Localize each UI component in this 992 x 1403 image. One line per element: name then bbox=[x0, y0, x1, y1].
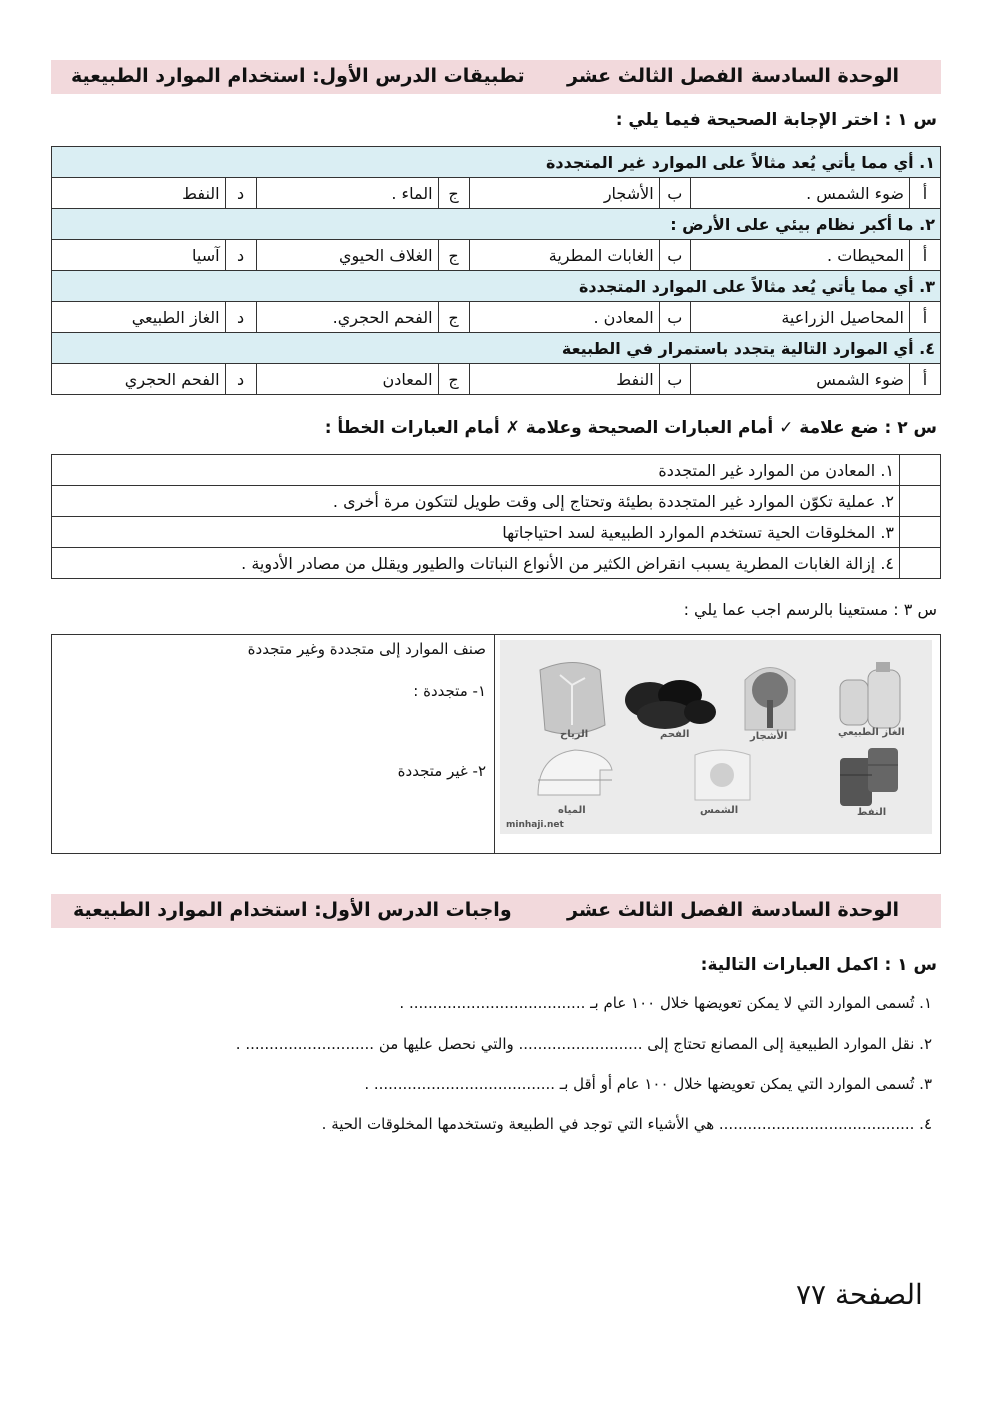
label-oil: النفط bbox=[857, 807, 887, 818]
gas-icon bbox=[840, 662, 900, 728]
label-coal: الفحم bbox=[660, 729, 690, 740]
option-text[interactable]: الغلاف الحيوي bbox=[256, 240, 438, 271]
label-gas: الغاز الطبيعي bbox=[838, 727, 905, 738]
option-letter: ج bbox=[438, 240, 469, 271]
wind-icon bbox=[540, 663, 605, 735]
lesson-title-2: واجبات الدرس الأول: استخدام الموارد الطبيعية bbox=[73, 899, 512, 921]
chapter-title: الفصل الثالث عشر bbox=[567, 65, 744, 87]
option-letter: أ bbox=[910, 364, 941, 395]
option-text[interactable]: الفحم الحجري bbox=[52, 364, 226, 395]
q2-title: س ٢ : ضع علامة ✓ أمام العبارات الصحيحة وعلامة ✗ أمام العبارات الخطأ : bbox=[324, 418, 937, 438]
mcq-table bbox=[51, 146, 941, 395]
option-letter: د bbox=[225, 178, 256, 209]
tf-row bbox=[52, 517, 941, 548]
tf-statement: ١. المعادن من الموارد غير المتجددة bbox=[52, 455, 900, 486]
option-text[interactable]: ضوء الشمس . bbox=[690, 178, 909, 209]
tf-statement: ٤. إزالة الغابات المطرية يسبب انقراض الكثير من الأنواع النباتات والطيور ويقلل من مصادر الأدوية . bbox=[52, 548, 900, 579]
option-letter: أ bbox=[910, 178, 941, 209]
option-letter: ب bbox=[659, 364, 690, 395]
lesson-title: تطبيقات الدرس الأول: استخدام الموارد الطبيعية bbox=[71, 65, 525, 87]
option-letter: ج bbox=[438, 302, 469, 333]
tf-answer-cell[interactable] bbox=[900, 517, 941, 548]
renewable-answer: ١- متجددة : bbox=[413, 682, 486, 700]
option-text[interactable]: الفحم الحجري. bbox=[256, 302, 438, 333]
option-text[interactable]: الماء . bbox=[256, 178, 438, 209]
classify-divider bbox=[494, 634, 495, 854]
option-letter: ج bbox=[438, 178, 469, 209]
hw-line-4: ٤. ......................................... هي الأشياء التي توجد في الطبيعة وتستخدمها المخلوقات الحية . bbox=[321, 1115, 932, 1133]
option-text[interactable]: المحيطات . bbox=[690, 240, 909, 271]
option-text[interactable]: المحاصيل الزراعية bbox=[690, 302, 909, 333]
option-letter: د bbox=[225, 240, 256, 271]
option-text[interactable]: النفط bbox=[52, 178, 226, 209]
option-letter: ب bbox=[659, 178, 690, 209]
option-text[interactable]: ضوء الشمس bbox=[690, 364, 909, 395]
option-letter: أ bbox=[910, 302, 941, 333]
q3-title: س ٣ : مستعينا بالرسم اجب عما يلي : bbox=[683, 600, 937, 619]
mcq-question-row bbox=[52, 271, 941, 302]
option-letter: د bbox=[225, 364, 256, 395]
option-text[interactable]: المعادن . bbox=[469, 302, 659, 333]
true-false-table bbox=[51, 454, 941, 579]
hw-title: س ١ : اكمل العبارات التالية: bbox=[700, 955, 937, 975]
tree-icon bbox=[745, 668, 795, 731]
mcq-question: ٤. أي الموارد التالية يتجدد باستمرار في الطبيعة bbox=[52, 333, 941, 364]
tf-row bbox=[52, 548, 941, 579]
label-sun: الشمس bbox=[700, 805, 739, 816]
mcq-question-row bbox=[52, 209, 941, 240]
option-text[interactable]: المعادن bbox=[256, 364, 438, 395]
hw-line-1: ١. تُسمى الموارد التي لا يمكن تعويضها خلال ١٠٠ عام بـ ..................................... . bbox=[399, 994, 932, 1012]
mcq-question: ٢. ما أكبر نظام بيئي على الأرض : bbox=[52, 209, 941, 240]
option-letter: ج bbox=[438, 364, 469, 395]
mcq-options-row bbox=[52, 364, 941, 395]
mcq-question-row bbox=[52, 333, 941, 364]
hw-line-3: ٣. تُسمى الموارد التي يمكن تعويضها خلال ١٠٠ عام أو أقل بـ ...................................... . bbox=[364, 1075, 932, 1093]
tf-statement: ٢. عملية تكوّن الموارد غير المتجددة بطيئة وتحتاج إلى وقت طويل لتتكون مرة أخرى . bbox=[52, 486, 900, 517]
resources-illustration bbox=[500, 640, 932, 834]
option-text[interactable]: الغاز الطبيعي bbox=[52, 302, 226, 333]
option-text[interactable]: الغابات المطرية bbox=[469, 240, 659, 271]
classify-prompt: صنف الموارد إلى متجددة وغير متجددة bbox=[247, 640, 486, 658]
homework-banner bbox=[51, 894, 941, 928]
hw-line-2: ٢. نقل الموارد الطبيعية إلى المصانع تحتاج إلى .......................... والتي نحصل عليها من ........................... . bbox=[235, 1035, 932, 1053]
option-letter: ب bbox=[659, 240, 690, 271]
water-icon bbox=[538, 750, 612, 795]
tf-row bbox=[52, 455, 941, 486]
oil-barrel-icon bbox=[840, 748, 898, 806]
option-letter: ب bbox=[659, 302, 690, 333]
unit-title-2: الوحدة السادسة bbox=[750, 899, 899, 921]
tf-statement: ٣. المخلوقات الحية تستخدم الموارد الطبيعية لسد احتياجاتها bbox=[52, 517, 900, 548]
mcq-question-row bbox=[52, 147, 941, 178]
page-number: الصفحة ٧٧ bbox=[796, 1278, 923, 1311]
label-wind: الرياح bbox=[560, 729, 589, 740]
option-text[interactable]: الأشجار bbox=[469, 178, 659, 209]
mcq-question: ١. أي مما يأتي يُعد مثالاً على الموارد غير المتجددة bbox=[52, 147, 941, 178]
chapter-title-2: الفصل الثالث عشر bbox=[567, 899, 744, 921]
label-water: المياه bbox=[558, 805, 586, 816]
tf-answer-cell[interactable] bbox=[900, 486, 941, 517]
coal-icon bbox=[625, 680, 716, 729]
unit-title: الوحدة السادسة bbox=[750, 65, 899, 87]
option-letter: د bbox=[225, 302, 256, 333]
q1-title: س ١ : اختر الإجابة الصحيحة فيما يلي : bbox=[615, 110, 937, 130]
mcq-options-row bbox=[52, 178, 941, 209]
tf-answer-cell[interactable] bbox=[900, 455, 941, 486]
option-text[interactable]: آسيا bbox=[52, 240, 226, 271]
header-banner bbox=[51, 60, 941, 94]
site-watermark: minhaji.net bbox=[506, 820, 564, 830]
mcq-question: ٣. أي مما يأتي يُعد مثالاً على الموارد المتجددة bbox=[52, 271, 941, 302]
option-letter: أ bbox=[910, 240, 941, 271]
option-text[interactable]: النفط bbox=[469, 364, 659, 395]
mcq-options-row bbox=[52, 302, 941, 333]
mcq-options-row bbox=[52, 240, 941, 271]
sun-icon bbox=[695, 750, 750, 800]
tf-answer-cell[interactable] bbox=[900, 548, 941, 579]
label-trees: الأشجار bbox=[750, 731, 788, 742]
nonrenewable-answer: ٢- غير متجددة bbox=[397, 762, 486, 780]
tf-row bbox=[52, 486, 941, 517]
